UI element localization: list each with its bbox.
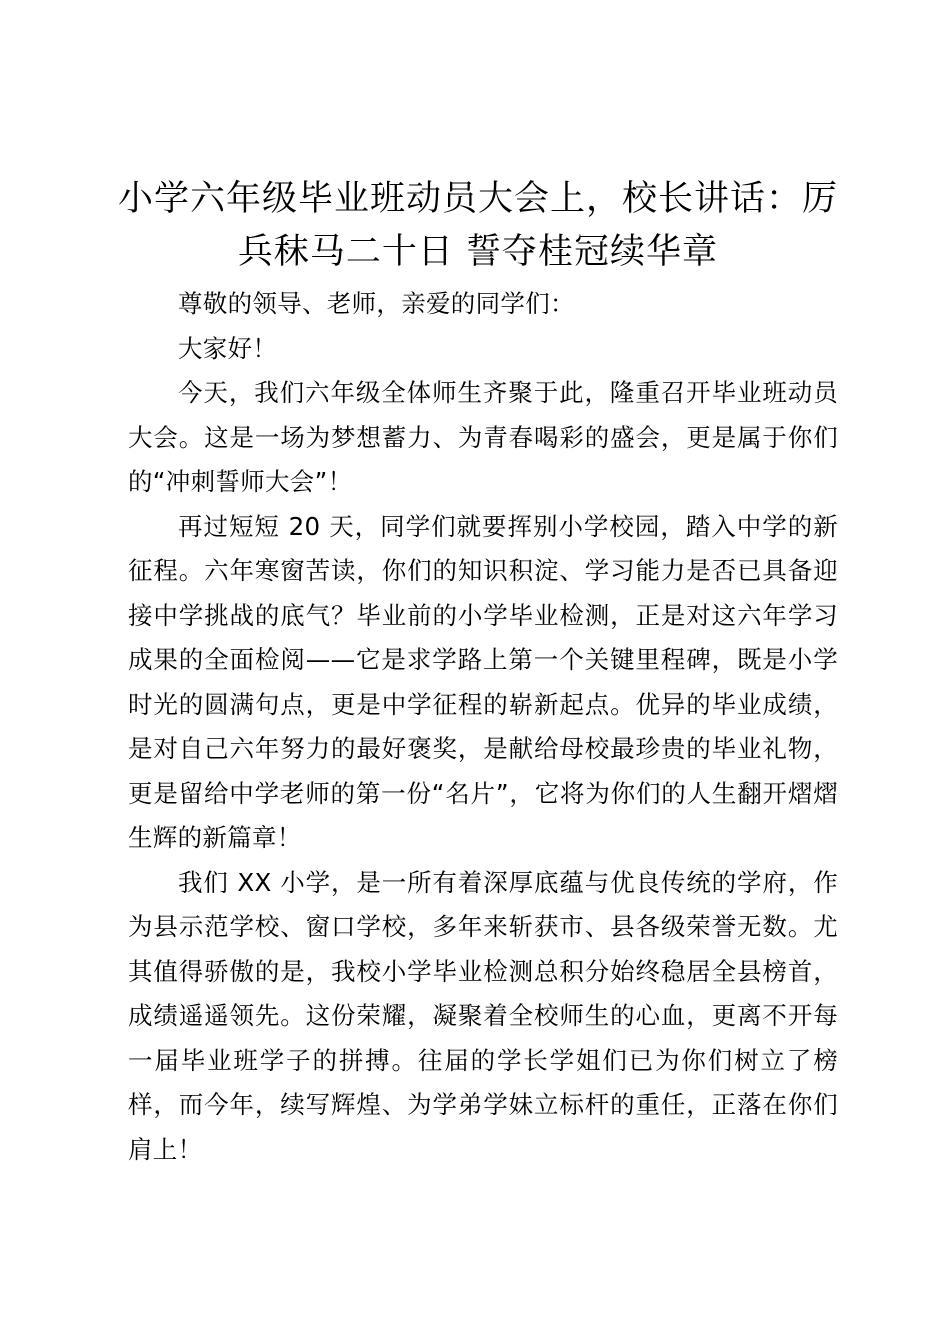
document-body bbox=[128, 282, 838, 1172]
salutation: 尊敬的领导、老师，亲爱的同学们： bbox=[178, 289, 575, 318]
document-title: 小学六年级毕业班动员大会上，校长讲话：厉兵秣马二十日 誓夺桂冠续华章 bbox=[118, 179, 839, 272]
paragraph-opening: 今天，我们六年级全体师生齐聚于此，隆重召开毕业班动员大会。这是一场为梦想蓄力、为青春喝彩的盛会，更是属于你们的“冲刺誓师大会”！ bbox=[128, 378, 838, 496]
paragraph-exam: 再过短短 20 天，同学们就要挥别小学校园，踏入中学的新征程。六年寒窗苦读，你们的知识积淀、学习能力是否已具备迎接中学挑战的底气？毕业前的小学毕业检测，正是对这六年学习成果的全面检阅——它是求学路上第一个关键里程碑，既是小学时光的圆满句点，更是中学征程的崭新起点。优异的毕业成绩，是对自己六年努力的最好褒奖，是献给母校最珍贵的毕业礼物，更是留给中学老师的第一份“名片”，它将为你们的人生翻开熠熠生辉的新篇章！ bbox=[128, 511, 838, 852]
greeting: 大家好！ bbox=[178, 333, 278, 363]
paragraph-school: 我们 XX 小学，是一所有着深厚底蕴与优良传统的学府，作为县示范学校、窗口学校，多年来斩获市、县各级荣誉无数。尤其值得骄傲的是，我校小学毕业检测总积分始终稳居全县榜首，成绩遥遥领先。这份荣耀，凝聚着全校师生的心血，更离不开每一届毕业班学子的拼搏。往届的学长学姐们已为你们树立了榜样，而今年，续写辉煌、为学弟学妹立标杆的重任，正落在你们肩上！ bbox=[128, 867, 838, 1164]
